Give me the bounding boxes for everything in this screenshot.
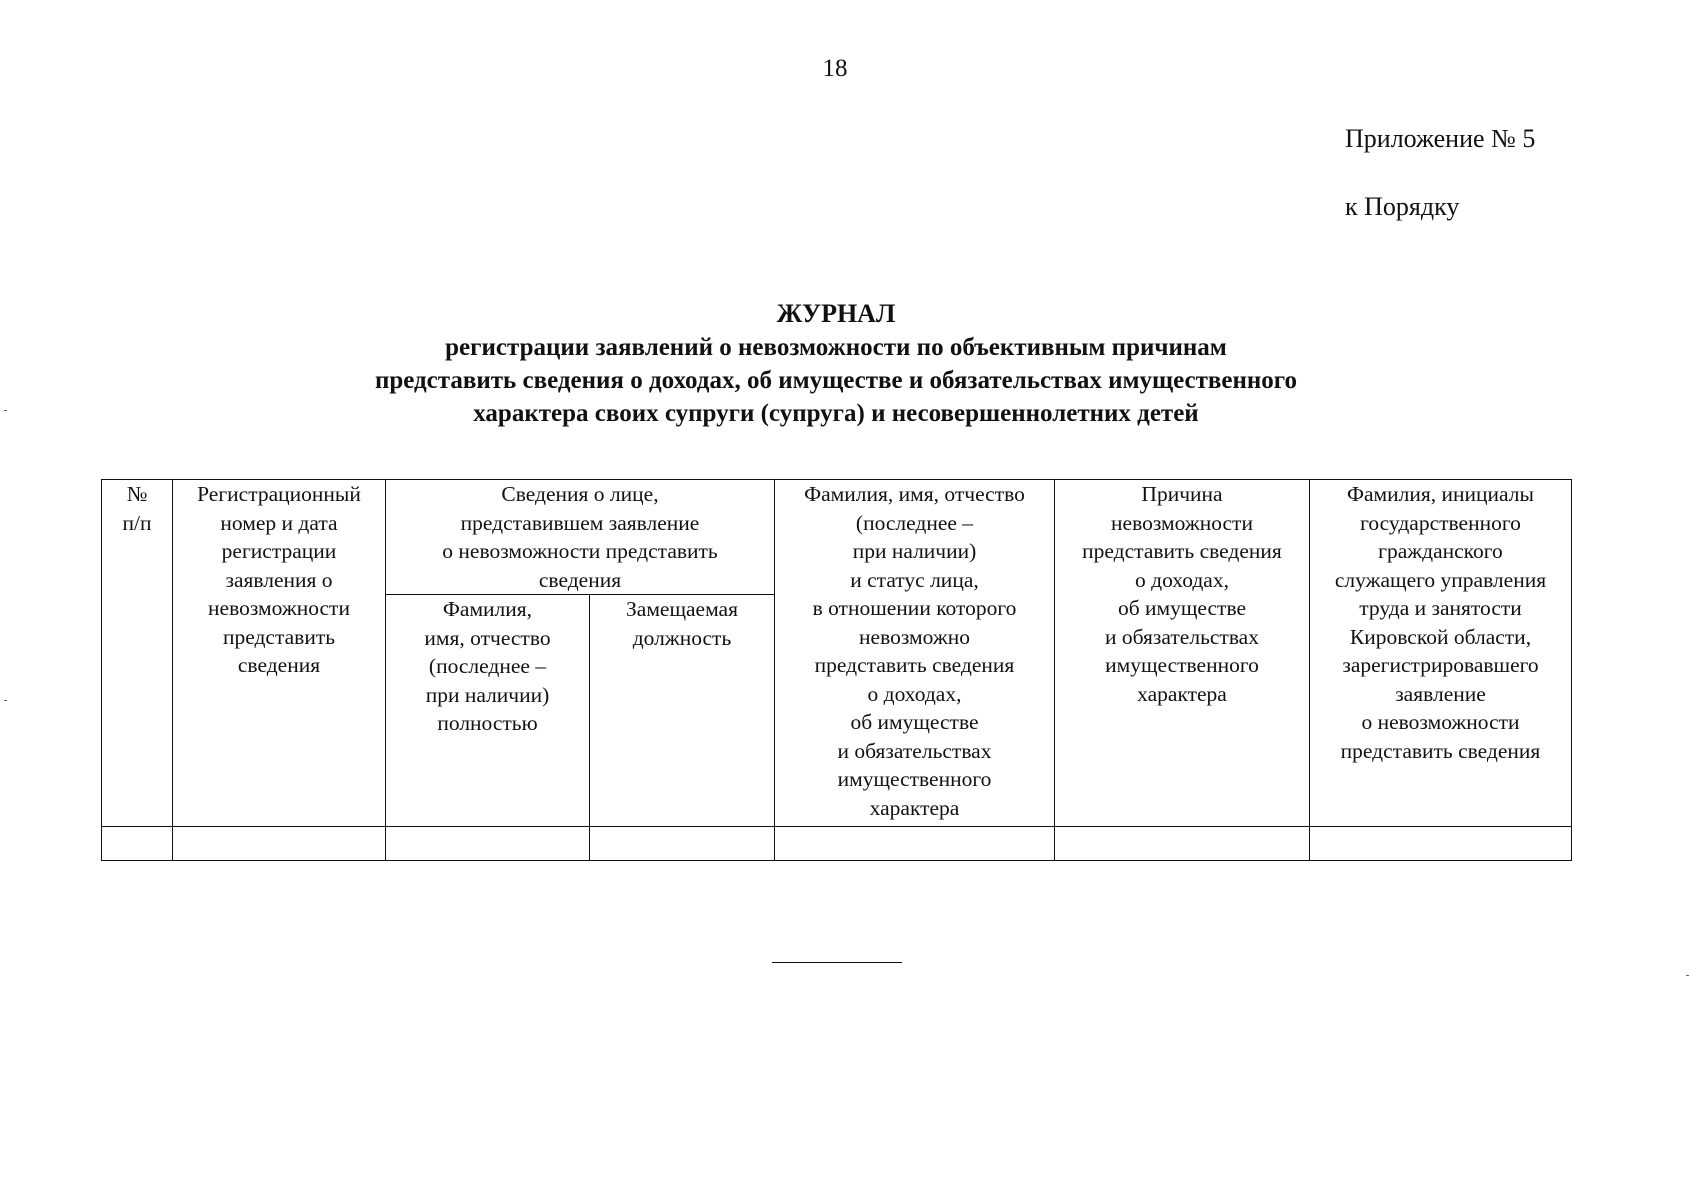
header-person-fio: [386, 595, 590, 827]
subtitle-line: характера своих супруги (супруга) и несовершеннолетних детей: [473, 400, 1199, 427]
header-num-text: № п/п: [122, 482, 152, 535]
scan-speck: [1686, 975, 1689, 976]
table-cell: [173, 827, 386, 861]
header-row: [102, 480, 1572, 595]
header-reason-text: Причина невозможности представить сведения о доходах, об имуществе и обязательствах имущественного характера: [1082, 482, 1282, 706]
header-person-info-text: Сведения о лице, представившем заявление о невозможности представить сведения: [442, 482, 718, 592]
header-person-position: [590, 595, 775, 827]
table-cell: [775, 827, 1055, 861]
scan-speck: [4, 700, 7, 701]
end-divider: [772, 962, 902, 963]
journal-subtitle: [0, 331, 1672, 430]
header-reg-number-text: Регистрационный номер и дата регистрации заявления о невозможности представить сведения: [197, 482, 361, 677]
header-num: [102, 480, 173, 827]
table-row: [102, 827, 1572, 861]
header-registrar: [1310, 480, 1572, 827]
header-person-position-text: Замещаемая должность: [626, 597, 738, 650]
header-registrar-text: Фамилия, инициалы государственного гражданского служащего управления труда и занятости Кировской области, зарегистрировавшего заявление о невозможности представить сведения: [1334, 482, 1547, 763]
header-person-fio-text: Фамилия, имя, отчество (последнее – при наличии) полностью: [424, 597, 551, 735]
header-subject-fio: [775, 480, 1055, 827]
header-reason: [1055, 480, 1310, 827]
table-cell: [1055, 827, 1310, 861]
table-cell: [102, 827, 173, 861]
subtitle-line: представить сведения о доходах, об имуществе и обязательствах имущественного: [374, 367, 1298, 394]
scan-speck: [4, 410, 7, 411]
journal-title: ЖУРНАЛ: [776, 299, 896, 328]
header-subject-fio-text: Фамилия, имя, отчество (последнее – при наличии) и статус лица, в отношении которого невозможно представить сведения о доходах, об имуществе и обязательствах имущественного характера: [804, 482, 1025, 820]
table-cell: [1310, 827, 1572, 861]
page-number: 18: [822, 55, 848, 82]
journal-table: [101, 479, 1572, 861]
header-reg-number: [173, 480, 386, 827]
header-person-info: [386, 480, 775, 595]
subtitle-line: регистрации заявлений о невозможности по объективным причинам: [445, 334, 1227, 361]
table-cell: [386, 827, 590, 861]
table-cell: [590, 827, 775, 861]
to-order-label: к Порядку: [1345, 192, 1460, 221]
appendix-label: Приложение № 5: [1345, 124, 1536, 153]
